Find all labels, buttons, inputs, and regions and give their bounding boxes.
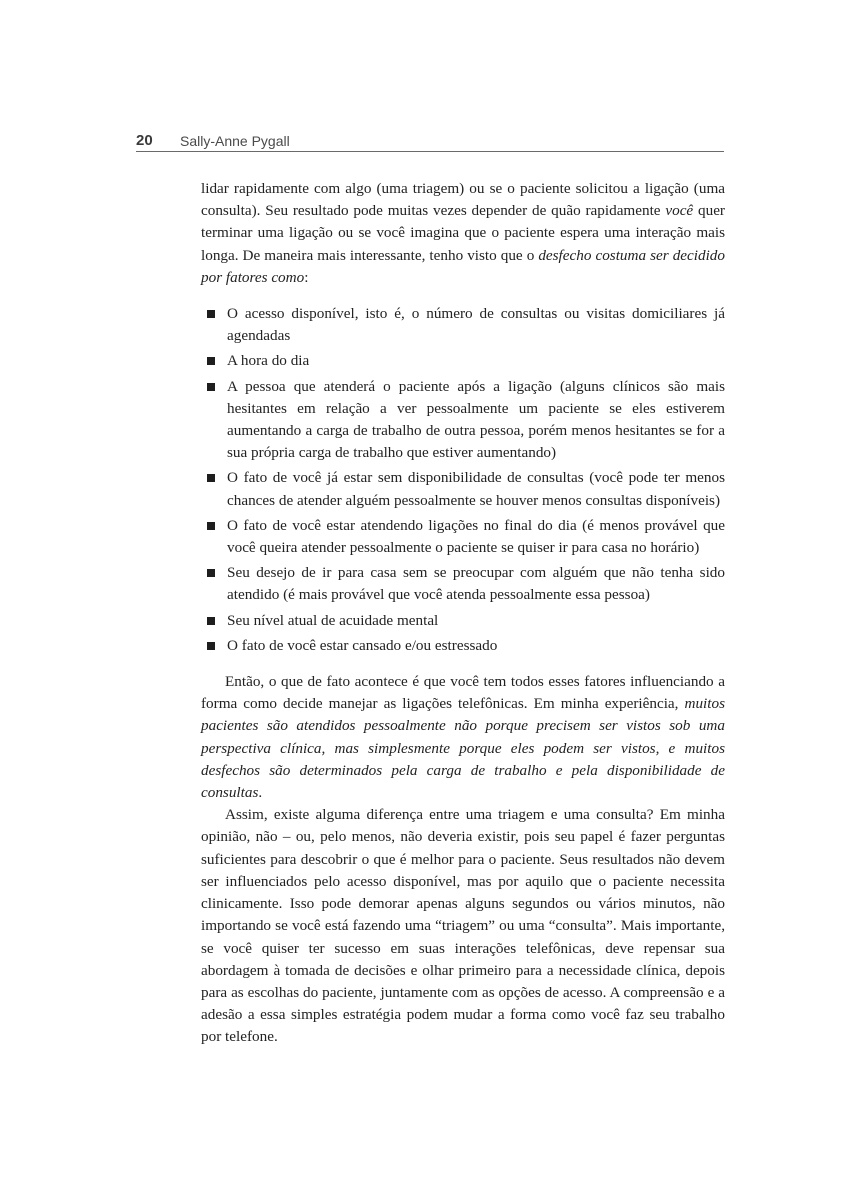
list-item <box>201 610 725 632</box>
page-header <box>136 131 724 152</box>
running-head-author: Sally-Anne Pygall <box>180 133 290 149</box>
list-item <box>201 562 725 606</box>
list-item <box>201 635 725 657</box>
list-item-text: O fato de você estar cansado e/ou estressado <box>227 636 498 654</box>
list-item <box>201 515 725 559</box>
text-run: Então, o que de fato acontece é que você tem todos esses fatores influenciando a forma como decide manejar as ligações telefônicas. Em minha experiência, <box>201 673 725 713</box>
list-item-text: Seu nível atual de acuidade mental <box>227 611 439 629</box>
square-bullet-icon <box>207 569 215 577</box>
list-item-text: O fato de você estar atendendo ligações no final do dia (é menos provável que você queira atender pessoalmente o paciente se quiser ir para casa no horário) <box>227 516 725 557</box>
list-item <box>201 376 725 465</box>
page-number: 20 <box>136 132 153 149</box>
emphasis: você <box>665 202 694 220</box>
square-bullet-icon <box>207 474 215 482</box>
square-bullet-icon <box>207 522 215 530</box>
text-run: lidar rapidamente com algo (uma triagem) ou se o paciente solicitou a ligação (uma consulta). Seu resultado pode muitas vezes depender de quão rapidamente <box>201 180 725 220</box>
square-bullet-icon <box>207 642 215 650</box>
paragraph: Assim, existe alguma diferença entre uma triagem e uma consulta? Em minha opinião, não – ou, pelo menos, não deveria existir, pois seu papel é fazer perguntas suficientes para descobrir o que é melhor para o paciente. Seus resultados não devem ser influenciados pelo acesso disponível, mas por aquilo que o paciente necessita clinicamente. Isso pode demorar apenas alguns segundos ou vários minutos, não importando se você está fazendo uma “triagem” ou uma “consulta”. Mais importante, se você quiser ter sucesso em suas interações telefônicas, deve repensar sua abordagem à tomada de decisões e olhar primeiro para a necessidade clínica, depois para as escolhas do paciente, juntamente com as opções de acesso. A compreensão e a adesão a essa simples estratégia podem mudar a forma como você faz seu trabalho por telefone. <box>201 806 725 1046</box>
list-item <box>201 467 725 511</box>
body-text <box>201 178 725 1049</box>
text-run: : <box>304 268 309 286</box>
factors-list <box>201 303 725 657</box>
list-item-text: Seu desejo de ir para casa sem se preocupar com alguém que não tenha sido atendido (é mais provável que você atenda pessoalmente essa pessoa) <box>227 564 725 604</box>
list-item-text: A pessoa que atenderá o paciente após a ligação (alguns clínicos são mais hesitantes em relação a ver pessoalmente um paciente se eles estiverem aumentando a carga de trabalho de outra pessoa, porém menos hesitantes se for a sua própria carga de trabalho que estiver aumentando) <box>227 377 725 462</box>
opening-paragraph <box>201 178 725 289</box>
text-run: . <box>258 784 263 802</box>
square-bullet-icon <box>207 310 215 318</box>
text-run: quer terminar uma ligação ou se você imagina que o paciente espera uma interação mais longa. De maneira mais interessante, tenho visto que o <box>201 202 725 264</box>
square-bullet-icon <box>207 357 215 365</box>
emphasis: muitos pacientes são atendidos pessoalmente não porque precisem ser vistos sob uma perspectiva clínica, mas simplesmente porque eles podem ser vistos, e muitos desfechos são determinados pela carga de trabalho e pela disponibilidade de consultas <box>201 695 725 802</box>
list-item-text: A hora do dia <box>227 352 310 370</box>
list-item <box>201 303 725 347</box>
square-bullet-icon <box>207 617 215 625</box>
paragraph <box>201 671 725 804</box>
list-item-text: O acesso disponível, isto é, o número de consultas ou visitas domiciliares já agendadas <box>227 305 725 345</box>
square-bullet-icon <box>207 383 215 391</box>
list-item-text: O fato de você já estar sem disponibilidade de consultas (você pode ter menos chances de atender alguém pessoalmente se houver menos consultas disponíveis) <box>227 469 725 509</box>
list-item <box>201 350 725 372</box>
emphasis: desfecho costuma ser decidido por fatores como <box>201 246 725 286</box>
